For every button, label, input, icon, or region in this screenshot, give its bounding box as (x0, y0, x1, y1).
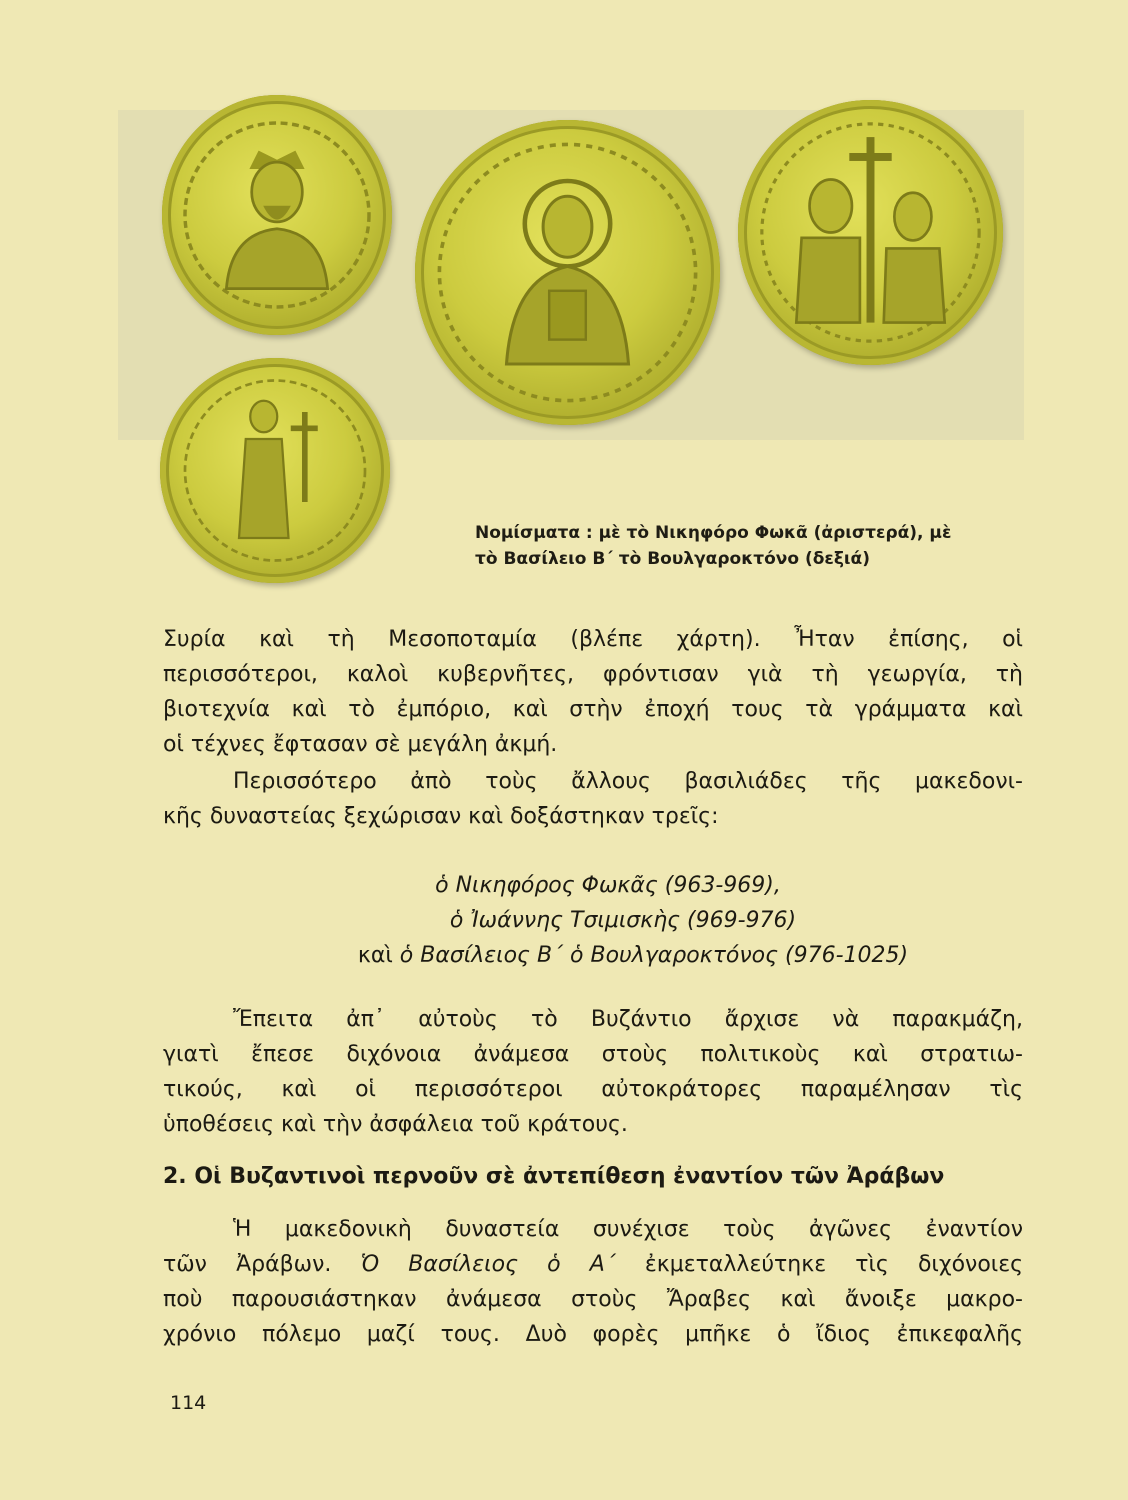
coin-standing-figure-icon (160, 358, 390, 583)
text-line: Περισσότερο ἀπὸ τοὺς ἄλλους βασιλιάδες τῆς μακεδονι- (233, 769, 1023, 794)
rulers-list (163, 868, 1023, 973)
section-heading: 2. Οἱ Βυζαντινοὶ περνοῦν σὲ ἀντεπίθεση ἐναντίον τῶν Ἀράβων (163, 1164, 945, 1189)
ruler-item: ὁ Ἰωάννης Τσιμισκὴς (969-976) (449, 908, 797, 933)
coin-standing-figure (160, 358, 390, 583)
text-line: οἱ τέχνες ἔφτασαν σὲ μεγάλη ἀκμή. (163, 732, 558, 757)
ruler-name: ὁ Βασίλειος Β΄ ὁ Βουλγαροκτόνος (976-1025) (399, 943, 909, 968)
text-line: Ἡ μακεδονικὴ δυναστεία συνέχισε τοὺς ἀγῶνες ἐναντίον (233, 1217, 1023, 1242)
text-line: περισσότεροι, καλοὶ κυβερνῆτες, φρόντισαν γιὰ τὴ γεωργία, τὴ (163, 662, 1023, 687)
text-segment-italic: Ὁ Βασίλειος ὁ Α΄ (360, 1252, 616, 1277)
paragraph-3 (163, 1002, 1023, 1142)
ruler-item: ὁ Νικηφόρος Φωκᾶς (963-969), (435, 873, 781, 898)
caption-line: τὸ Βασίλειο Β΄ τὸ Βουλγαροκτόνο (δεξιά) (475, 549, 871, 569)
figure-caption (475, 520, 1035, 572)
text-segment: ἐκμεταλλεύτηκε τὶς διχόνοιες (644, 1252, 1024, 1277)
text-line: γιατὶ ἔπεσε διχόνοια ἀνάμεσα στοὺς πολιτικοὺς καὶ στρατιω- (163, 1042, 1023, 1067)
coin-emperor-bust-icon (162, 95, 392, 335)
coin-two-emperors-icon (738, 100, 1003, 365)
text-line: χρόνιο πόλεμο μαζί τους. Δυὸ φορὲς μπῆκε ὁ ἴδιος ἐπικεφαλῆς (163, 1322, 1023, 1347)
text-line: Ἔπειτα ἀπ᾿ αὐτοὺς τὸ Βυζάντιο ἄρχισε νὰ παρακμάζη, (233, 1007, 1023, 1032)
coin-emperor-bust (162, 95, 392, 335)
ruler-item (163, 938, 1023, 973)
text-line (163, 1247, 1023, 1282)
text-segment: τῶν Ἀράβων. (163, 1252, 332, 1277)
ruler-prefix: καὶ (357, 943, 393, 968)
coin-christ-pantokrator (415, 120, 720, 425)
text-line: ποὺ παρουσιάστηκαν ἀνάμεσα στοὺς Ἄραβες καὶ ἄνοιξε μακρο- (163, 1287, 1023, 1312)
text-line: ὑποθέσεις καὶ τὴν ἀσφάλεια τοῦ κράτους. (163, 1112, 628, 1137)
text-line: τικούς, καὶ οἱ περισσότεροι αὐτοκράτορες παραμέλησαν τὶς (163, 1077, 1023, 1102)
paragraph-1 (163, 622, 1023, 762)
paragraph-4 (163, 1212, 1023, 1352)
text-line: Συρία καὶ τὴ Μεσοποταμία (βλέπε χάρτη). Ἦταν ἐπίσης, οἱ (163, 627, 1023, 652)
coin-christ-icon (415, 120, 720, 425)
page-number: 114 (170, 1392, 207, 1414)
paragraph-2 (163, 764, 1023, 834)
coin-two-emperors-cross (738, 100, 1003, 365)
caption-line: Νομίσματα : μὲ τὸ Νικηφόρο Φωκᾶ (ἀριστερά), μὲ (475, 523, 952, 543)
text-line: βιοτεχνία καὶ τὸ ἐμπόριο, καὶ στὴν ἐποχή τους τὰ γράμματα καὶ (163, 697, 1023, 722)
text-line: κῆς δυναστείας ξεχώρισαν καὶ δοξάστηκαν τρεῖς: (163, 804, 719, 829)
